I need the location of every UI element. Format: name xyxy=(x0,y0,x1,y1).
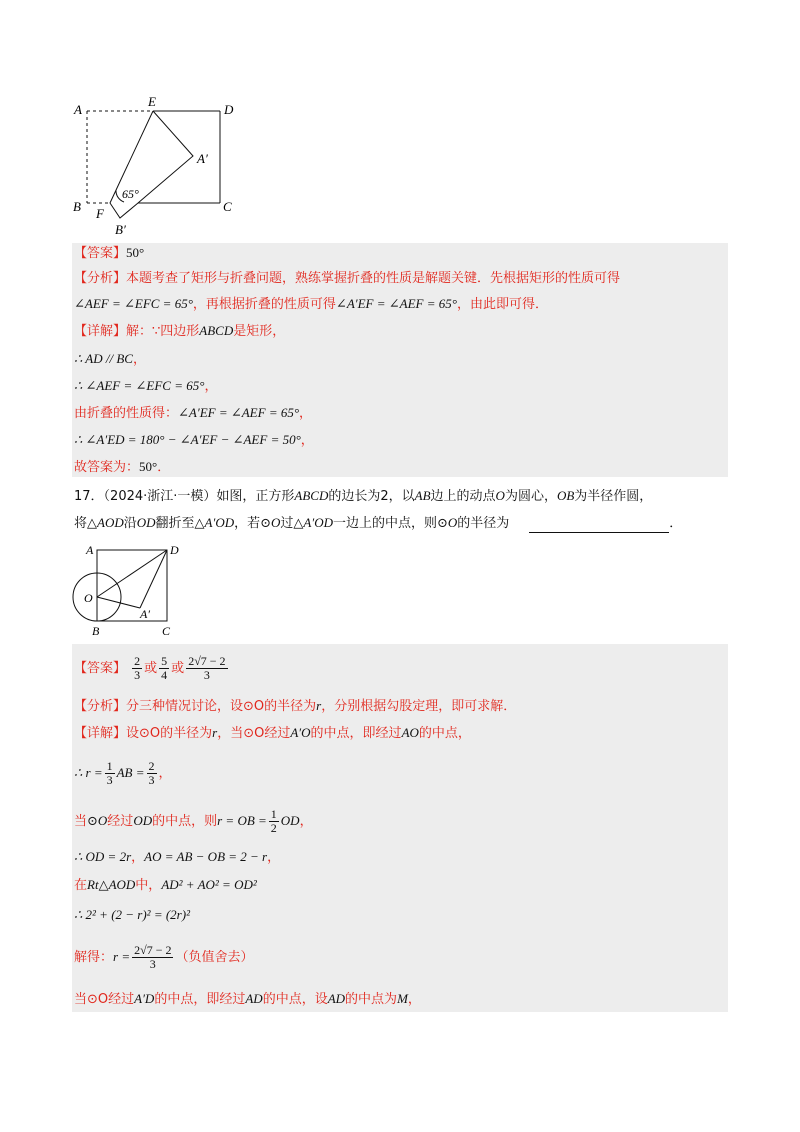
question-17-line1: 17．（2024·浙江·一模）如图，正方形ABCD的边长为2，以AB边上的动点O为圆心，OB为半径作圆， xyxy=(74,488,653,504)
step-16-5: 故答案为：50°． xyxy=(74,459,171,475)
case-17-3: 当⊙O经过A′D的中点，即经过AD的中点，设AD的中点为M， xyxy=(74,991,421,1007)
step-17-3: 在Rt△AOD中，AD² + AO² = OD² xyxy=(74,877,257,893)
label-A-prime: A′ xyxy=(197,151,208,166)
figure-square-circle xyxy=(70,538,190,643)
label-A: A xyxy=(86,543,94,557)
angle-label: 65° xyxy=(122,187,139,201)
label-F: F xyxy=(96,206,104,221)
answer-blank[interactable] xyxy=(529,518,669,533)
label-A: A xyxy=(74,102,82,117)
label-B: B xyxy=(73,199,81,214)
detail-16: 【详解】解：∵四边形ABCD是矩形， xyxy=(74,323,286,339)
case-17-2: 当⊙O经过OD的中点，则r = OB = $\frac{1}{2}$ OD， xyxy=(74,807,313,835)
label-D: D xyxy=(224,102,234,117)
label-B-prime: B′ xyxy=(115,222,126,237)
label-O: O xyxy=(84,591,93,605)
label-C: C xyxy=(162,624,171,638)
analysis-17: 【分析】分三种情况讨论，设⊙O的半径为r，分别根据勾股定理，即可求解． xyxy=(74,698,517,714)
label-E: E xyxy=(148,94,156,109)
step-17-1: ∴ r = $\frac{1}{3}$ AB = $\frac{2}{3}$ ， xyxy=(74,759,172,787)
step-16-2: ∴ ∠AEF = ∠EFC = 65°， xyxy=(74,378,218,394)
answer-16: 【答案】50° xyxy=(74,245,145,261)
analysis-16: 【分析】本题考查了矩形与折叠问题，熟练掌握折叠的性质是解题关键．先根据矩形的性质可得 xyxy=(74,271,621,286)
question-17-line2: 将△AOD沿OD翻折至△A′OD，若⊙O过△A′OD一边上的中点，则⊙O的半径为 ． xyxy=(74,515,683,531)
step-17-2: ∴ OD = 2r，AO = AB − OB = 2 − r， xyxy=(74,849,281,865)
step-16-1: ∴ AD // BC， xyxy=(74,351,146,367)
step-16-3: 由折叠的性质得：∠A′EF = ∠AEF = 65°， xyxy=(74,405,313,421)
step-17-4: ∴ 2² + (2 − r)² = (2r)² xyxy=(74,907,190,922)
figure-fold-rectangle xyxy=(60,90,260,240)
step-16-4: ∴ ∠A′ED = 180° − ∠A′EF − ∠AEF = 50°， xyxy=(74,432,314,448)
answer-17: 【答案】 $\frac{2}{3}$ 或 $\frac{5}{4}$ 或 $\frac{2√7 - 2}{3}$ xyxy=(74,654,226,682)
step-17-5: 解得：r = $\frac{2√7 - 2}{3}$ （负值舍去） xyxy=(74,943,254,971)
detail-17: 【详解】设⊙O的半径为r，当⊙O经过A′O的中点，即经过AO的中点， xyxy=(74,725,471,741)
label-C: C xyxy=(223,199,232,214)
analysis-16-cont: ∠AEF = ∠EFC = 65°，再根据折叠的性质可得∠A′EF = ∠AEF = 65°，由此即可得． xyxy=(74,296,548,312)
label-D: D xyxy=(170,543,179,557)
label-A-prime: A′ xyxy=(140,607,150,621)
label-B: B xyxy=(92,624,100,638)
